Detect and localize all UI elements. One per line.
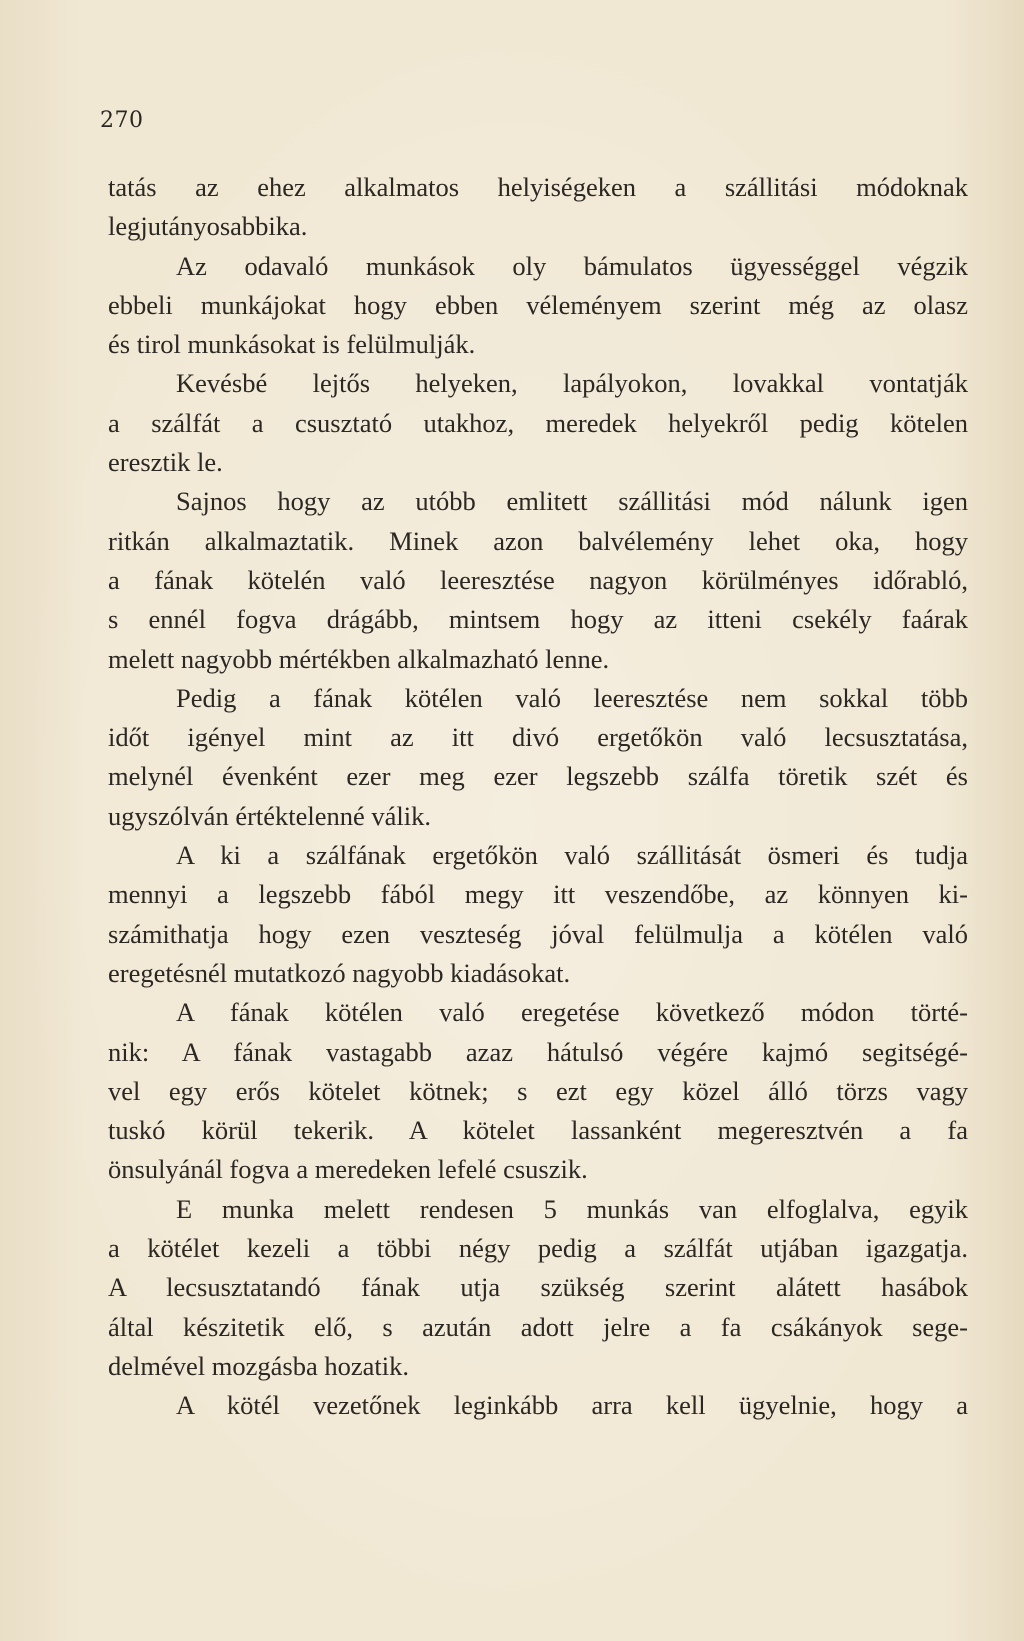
text-line: mennyi a legszebb fából megy itt veszendőbe, az könnyen ki- [108, 879, 968, 910]
text-line: a fának kötelén való leeresztése nagyon körülményes időrabló, [108, 564, 968, 595]
text-line: vel egy erős kötelet kötnek; s ezt egy közel álló törzs vagy [108, 1075, 968, 1106]
paragraph [108, 168, 968, 247]
paragraph [108, 1190, 968, 1386]
text-line: a kötélet kezeli a többi négy pedig a szálfát utjában igazgatja. [108, 1233, 968, 1264]
text-line: E munka melett rendesen 5 munkás van elfoglalva, egyik [176, 1193, 968, 1224]
paragraph [108, 1386, 968, 1425]
paragraph [108, 247, 968, 365]
text-line: eregetésnél mutatkozó nagyobb kiadásokat. [108, 957, 571, 988]
text-line: és tirol munkásokat is felülmulják. [108, 329, 476, 360]
text-line: nik: A fának vastagabb azaz hátulsó végére kajmó segitségé- [108, 1036, 968, 1067]
paragraph [108, 993, 968, 1189]
text-line: A fának kötélen való eregetése következő módon törté- [176, 997, 968, 1028]
text-line: melynél évenként ezer meg ezer legszebb szálfa töretik szét és [108, 761, 968, 792]
text-line: delmével mozgásba hozatik. [108, 1350, 409, 1381]
text-line: tatás az ehez alkalmatos helyiségeken a szállitási módoknak [108, 172, 968, 202]
text-line: a szálfát a csusztató utakhoz, meredek helyekről pedig kötelen [108, 407, 968, 438]
text-line: Pedig a fának kötélen való leeresztése nem sokkal több [176, 682, 968, 713]
paragraph [108, 679, 968, 836]
text-line: ugyszólván értéktelenné válik. [108, 800, 432, 831]
text-line: s ennél fogva drágább, mintsem hogy az itteni csekély faárak [108, 604, 968, 635]
text-line: Az odavaló munkások oly bámulatos ügyességgel végzik [176, 250, 968, 281]
text-line: önsulyánál fogva a meredeken lefelé csuszik. [108, 1154, 588, 1185]
text-line: számithatja hogy ezen veszteség jóval felülmulja a kötélen való [108, 918, 968, 949]
text-line: melett nagyobb mértékben alkalmazható lenne. [108, 643, 610, 674]
page-number: 270 [100, 108, 144, 133]
text-line: ritkán alkalmaztatik. Minek azon balvélemény lehet oka, hogy [108, 525, 968, 556]
text-line: legjutányosabbika. [108, 211, 308, 242]
text-line: által készitetik elő, s azután adott jelre a fa csákányok sege- [108, 1311, 968, 1342]
paragraph [108, 836, 968, 993]
text-line: A ki a szálfának ergetőkön való szállitását ösmeri és tudja [176, 840, 968, 871]
text-line: időt igényel mint az itt divó ergetőkön való lecsusztatása, [108, 722, 968, 753]
body-text [108, 168, 968, 1426]
text-line: Sajnos hogy az utóbb emlitett szállitási mód nálunk igen [176, 486, 968, 517]
text-line: A kötél vezetőnek leginkább arra kell ügyelnie, hogy a [176, 1390, 968, 1421]
text-line: ebbeli munkájokat hogy ebben véleményem szerint még az olasz [108, 289, 968, 320]
text-line: tuskó körül tekerik. A kötelet lassanként megeresztvén a fa [108, 1115, 968, 1146]
text-line: eresztik le. [108, 447, 223, 478]
paragraph [108, 482, 968, 678]
paragraph [108, 364, 968, 482]
text-line: Kevésbé lejtős helyeken, lapályokon, lovakkal vontatják [176, 368, 968, 399]
text-line: A lecsusztatandó fának utja szükség szerint alátett hasábok [108, 1272, 968, 1303]
